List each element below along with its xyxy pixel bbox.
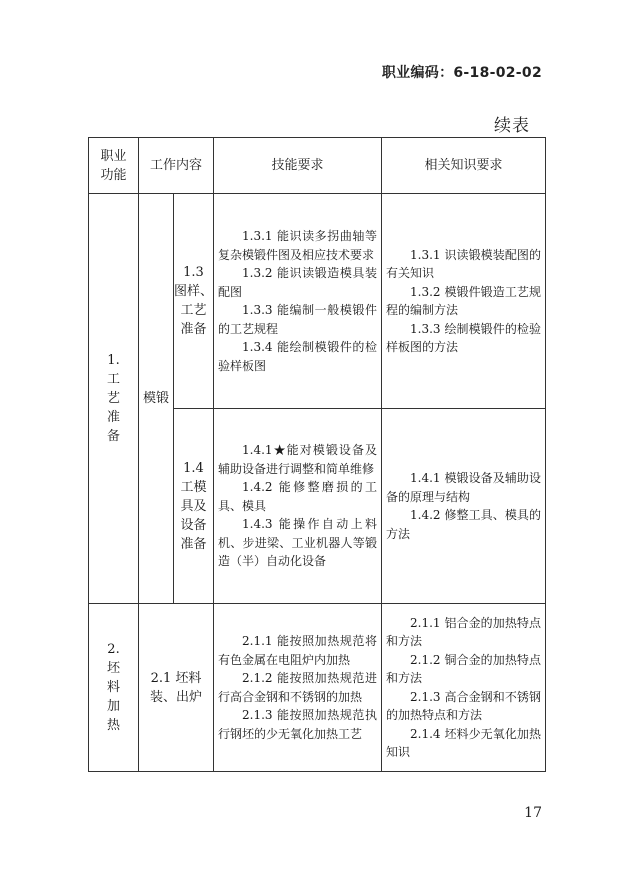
category-cell: 模锻 [139, 194, 174, 604]
header-function: 职业 功能 [89, 138, 139, 194]
skills-table [88, 137, 546, 772]
work-content-cell: 2.1 坯料 装、出炉 [139, 604, 214, 772]
knowledge-cell: 1.3.1 识读锻模装配图的有关知识 1.3.2 模锻件锻造工艺规程的编制方法 1.3.3 绘制模锻件的检验样板图的方法 [382, 194, 546, 409]
header-knowledge: 相关知识要求 [382, 138, 546, 194]
knowledge-cell: 1.4.1 模锻设备及辅助设备的原理与结构 1.4.2 修整工具、模具的方法 [382, 409, 546, 604]
skill-cell: 1.3.1 能识读多拐曲轴等复杂模锻件图及相应技术要求 1.3.2 能识读锻造模具装配图 1.3.3 能编制一般模锻件的工艺规程 1.3.4 能绘制模锻件的检验样板图 [214, 194, 382, 409]
skill-cell: 1.4.1★能对模锻设备及辅助设备进行调整和简单维修 1.4.2 能修整磨损的工具、模具 1.4.3 能操作自动上料机、步进梁、工业机器人等锻造（半）自动化设备 [214, 409, 382, 604]
work-content-cell: 1.3 图样、 工艺 准备 [174, 194, 214, 409]
table-row [89, 604, 546, 772]
knowledge-cell: 2.1.1 铝合金的加热特点和方法 2.1.2 铜合金的加热特点和方法 2.1.3 高合金钢和不锈钢的加热特点和方法 2.1.4 坯料少无氧化加热知识 [382, 604, 546, 772]
table-row [89, 194, 546, 409]
work-content-cell: 1.4 工模 具及 设备 准备 [174, 409, 214, 604]
page-number: 17 [524, 805, 542, 821]
header-skill: 技能要求 [214, 138, 382, 194]
skill-cell: 2.1.1 能按照加热规范将有色金属在电阻炉内加热 2.1.2 能按照加热规范进行高合金钢和不锈钢的加热 2.1.3 能按照加热规范执行钢坯的少无氧化加热工艺 [214, 604, 382, 772]
function-cell: 2. 坯 料 加 热 [89, 604, 139, 772]
header-work: 工作内容 [139, 138, 214, 194]
function-cell: 1. 工 艺 准 备 [89, 194, 139, 604]
header-row [89, 138, 546, 194]
continued-label: 续表 [494, 116, 530, 136]
occupation-code: 职业编码：6-18-02-02 [381, 65, 542, 81]
